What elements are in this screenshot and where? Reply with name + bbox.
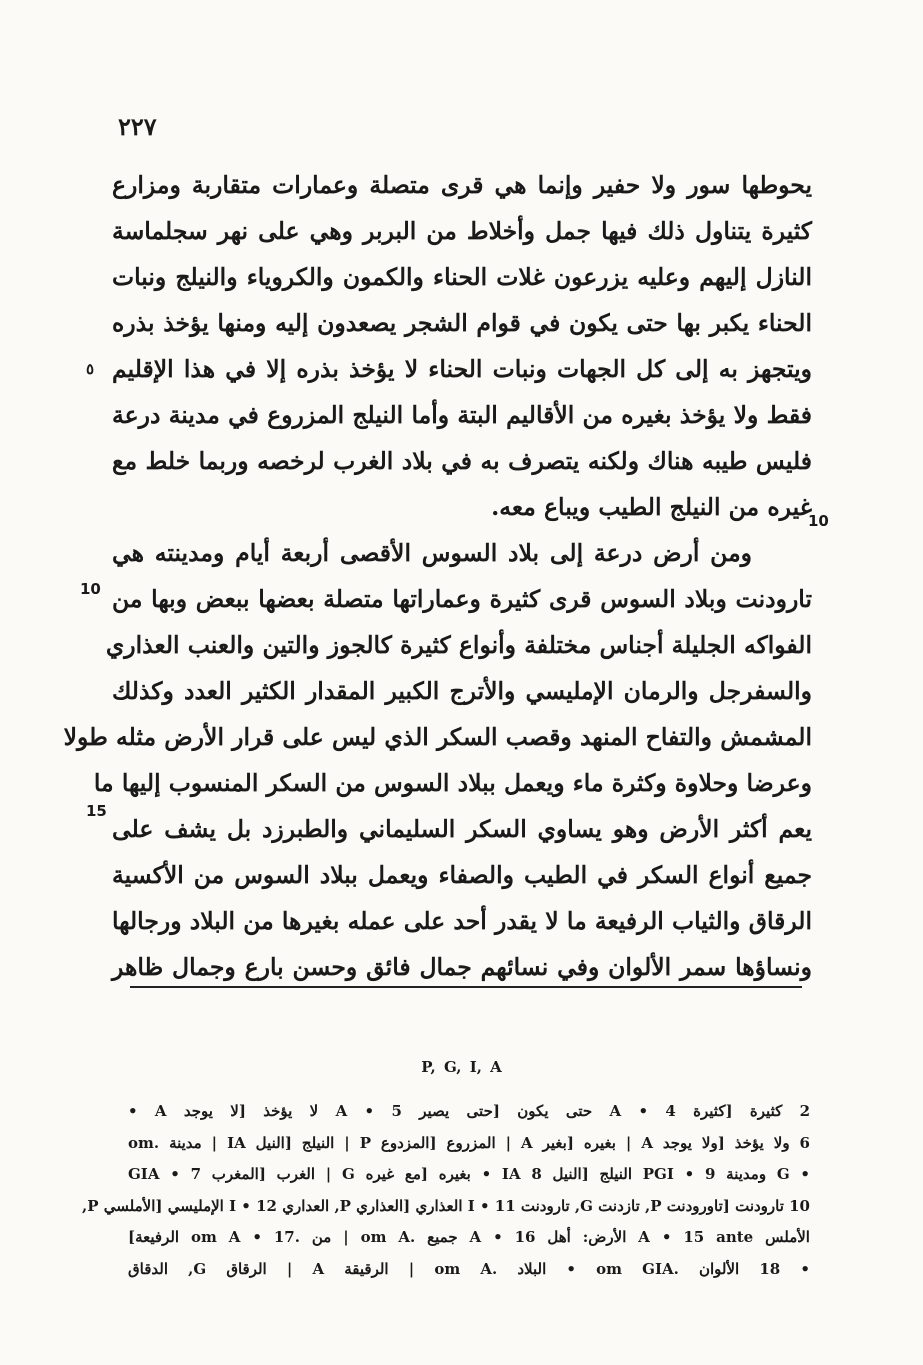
margin-line-number: 10 — [80, 580, 101, 598]
page-number: ٢٢٧ — [118, 112, 157, 141]
manuscript-sigla: P, G, I, A — [421, 1058, 502, 1076]
text-line: غيره من النيلج الطيب ويباع معه. — [491, 493, 812, 521]
text-line: جميع أنواع السكر في الطيب والصفاء ويعمل ببلاد السوس من الأكسية — [112, 861, 812, 889]
text-line: والسفرجل والرمان الإمليسي والأترج الكبير المقدار الكثير العدد وكذلك — [112, 677, 812, 705]
text-line: كثيرة يتناول ذلك فيها جمل وأخلاط من البربر وهي على نهر سجلماسة — [112, 217, 812, 245]
apparatus-line: 2 كثيرة [كثيرة A • 4 حتى يكون [حتى يصير A • 5 لا يؤخذ [لا يوجد A • — [128, 1102, 810, 1120]
text-line: فقط ولا يؤخذ بغيره من الأقاليم البتة وأما النيلج المزروع في مدينة درعة — [112, 401, 812, 429]
apparatus-line: • G ومدينة 9 • PGI النيلج [النيل IA 8 • بغيره [مع غيره G | الغرب [المغرب 7 • GIA — [128, 1165, 810, 1183]
text-line: ويتجهز به إلى كل الجهات ونبات الحناء لا يؤخذ بذره إلا في هذا الإقليم — [112, 355, 812, 383]
text-line: تارودنت وبلاد السوس قرى كثيرة وعماراتها متصلة بعضها ببعض وبها من — [112, 585, 813, 613]
text-line: الرقاق والثياب الرفيعة ما لا يقدر أحد على عمله بغيرها من البلاد ورجالها — [112, 907, 812, 935]
text-line: يحوطها سور ولا حفير وإنما هي قرى متصلة وعمارات متقاربة ومزارع — [112, 171, 812, 199]
text-line: ونساؤها سمر الألوان وفي نسائهم جمال فائق وحسن بارع وجمال ظاهر — [112, 953, 812, 981]
text-line: ومن أرض درعة إلى بلاد السوس الأقصى أربعة أيام ومدينته هي — [112, 539, 752, 567]
text-line: المشمش والتفاح المنهد وقصب السكر الذي ليس على قرار الأرض مثله طولا — [63, 723, 812, 751]
text-line: الفواكه الجليلة أجناس مختلفة وأنواع كثيرة كالجوز والتين والعنب العذاري — [105, 631, 812, 659]
apparatus-line: • 18 الألوان .om GIA • البلاد .om A | الرقيقة A | الرقاق G, الدقاق — [128, 1259, 810, 1278]
text-line: فليس طيبه هناك ولكنه يتصرف به في بلاد الغرب لرخصه وربما خلط مع — [112, 447, 812, 475]
text-line: وعرضا وحلاوة وكثرة ماء ويعمل ببلاد السوس من السكر المنسوب إليها ما — [93, 769, 812, 797]
apparatus-line: الأملس A • 15 ante الأرض: أهل A • 16 جميع .om A | من .om A • 17 الرفيعة] — [128, 1228, 810, 1246]
apparatus-line: 10 تارودنت [تاورودنت P, تازدنت G, تارودنت I • 11 العذاري [العذاري P, العداري I • 12 الإمليسي [الأملسي P, — [82, 1196, 810, 1215]
margin-line-number: 10 — [808, 512, 829, 530]
text-line: النازل إليهم وعليه يزرعون غلات الحناء والكمون والكروياء والنيلج ونبات — [112, 263, 812, 291]
apparatus-line: 6 ولا يؤخذ [ولا يوجد A | بغيره [بغير A | المزروع [المزدوع P | النيلج [النيل IA | مدينة .om — [128, 1133, 810, 1152]
text-line: الحناء يكبر بها حتى يكون في قوام الشجر يصعدون إليه ومنها يؤخذ بذره — [112, 309, 812, 337]
margin-line-number: 15 — [86, 802, 107, 820]
footnote-divider — [130, 986, 802, 988]
margin-line-number: ٥ — [86, 360, 95, 378]
critical-apparatus — [82, 1096, 810, 1285]
text-line: يعم أكثر الأرض وهو يساوي السكر السليماني والطبرزد بل يشف على — [112, 815, 812, 843]
